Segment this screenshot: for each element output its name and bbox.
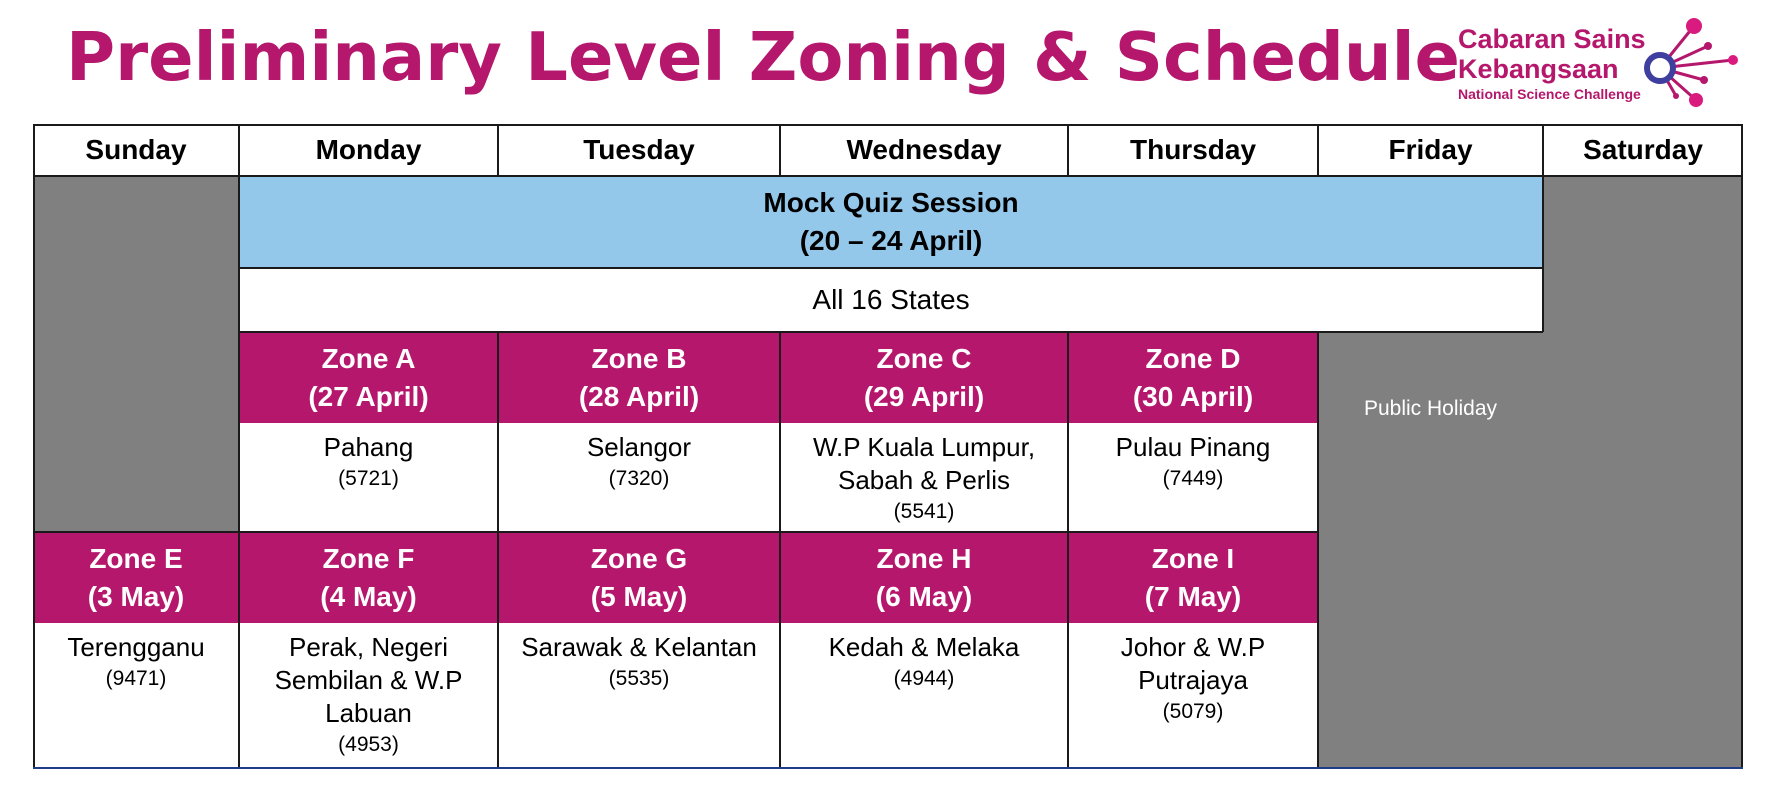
- day-header-friday: Friday: [1388, 134, 1473, 165]
- zone-code: (5535): [608, 667, 670, 690]
- molecule-logo-icon: [1630, 16, 1750, 108]
- public-holiday-label: Public Holiday: [1363, 397, 1498, 420]
- day-header-sunday: Sunday: [85, 134, 187, 165]
- zone-code: (5721): [338, 467, 399, 490]
- day-header-tuesday: Tuesday: [583, 134, 695, 165]
- zone-date: (7 May): [1144, 580, 1242, 612]
- zone-states: Pulau Pinang: [1115, 432, 1271, 462]
- logo-line-2: Kebangsaan: [1458, 54, 1619, 84]
- zone-name: Zone I: [1151, 542, 1235, 574]
- zone-code: (5079): [1162, 700, 1224, 723]
- zone-code: (7320): [608, 467, 670, 490]
- day-header-saturday: Saturday: [1583, 134, 1703, 165]
- zone-code: (4944): [893, 667, 955, 690]
- schedule-table: [33, 124, 1743, 769]
- zone-states: Kedah & Melaka: [828, 632, 1020, 662]
- day-header-thursday: Thursday: [1129, 134, 1257, 165]
- zone-code: (4953): [338, 733, 399, 756]
- logo-line-1: Cabaran Sains: [1458, 24, 1646, 54]
- zone-code: (9471): [105, 667, 167, 690]
- zone-date: (5 May): [590, 580, 688, 612]
- zone-date: (4 May): [320, 580, 417, 612]
- zone-date: (28 April): [578, 380, 700, 412]
- zone-name: Zone F: [322, 542, 415, 574]
- mock-quiz-dates: (20 – 24 April): [799, 225, 983, 256]
- zone-date: (29 April): [863, 380, 985, 412]
- table-grid-lines: [33, 124, 1743, 769]
- zone-name: Zone H: [876, 542, 972, 574]
- page-title: Preliminary Level Zoning & Schedule: [66, 18, 1460, 96]
- zone-name: Zone D: [1145, 342, 1241, 374]
- day-header-monday: Monday: [315, 134, 422, 165]
- zone-states: Pahang: [323, 432, 414, 462]
- zone-name: Zone C: [876, 342, 972, 374]
- zone-name: Zone G: [590, 542, 688, 574]
- zone-states: Putrajaya: [1138, 665, 1248, 695]
- zone-code: (7449): [1162, 467, 1224, 490]
- logo: [1455, 16, 1755, 108]
- zone-states: Terengganu: [67, 632, 205, 662]
- zone-states: W.P Kuala Lumpur,: [812, 432, 1036, 462]
- logo-line-3: National Science Challenge: [1458, 86, 1641, 102]
- zone-name: Zone B: [591, 342, 687, 374]
- zone-states: Sabah & Perlis: [838, 465, 1010, 495]
- mock-quiz-scope: All 16 States: [239, 268, 1543, 332]
- zone-date: (6 May): [875, 580, 973, 612]
- zone-states: Johor & W.P: [1120, 632, 1266, 662]
- zone-date: (30 April): [1132, 380, 1254, 412]
- zone-states: Sarawak & Kelantan: [521, 632, 757, 662]
- zone-states: Sembilan & W.P: [274, 665, 463, 695]
- zone-date: (3 May): [87, 580, 185, 612]
- day-header-wednesday: Wednesday: [846, 134, 1002, 165]
- mock-quiz-title: Mock Quiz Session: [763, 187, 1019, 218]
- zone-date: (27 April): [308, 380, 429, 412]
- zone-states: Perak, Negeri: [289, 632, 448, 662]
- zone-name: Zone E: [89, 542, 183, 574]
- zone-states: Selangor: [586, 432, 692, 462]
- zone-code: (5541): [893, 500, 955, 523]
- zone-states: Labuan: [325, 698, 412, 728]
- zone-name: Zone A: [321, 342, 416, 374]
